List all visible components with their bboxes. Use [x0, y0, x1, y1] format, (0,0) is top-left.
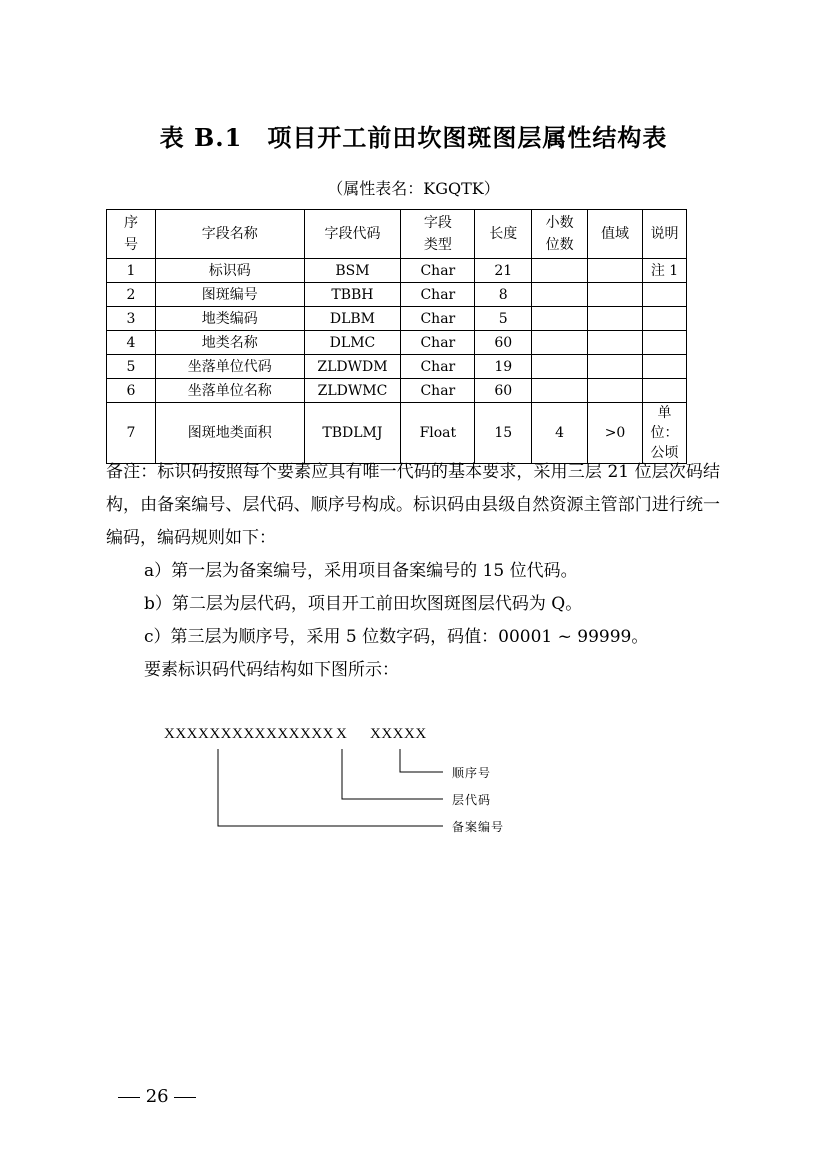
cell-name: 坐落单位名称 — [155, 379, 304, 403]
dash-right — [174, 1097, 196, 1098]
table-row — [107, 379, 687, 403]
table-row — [107, 331, 687, 355]
layer-connector — [342, 749, 443, 799]
cell-decimals — [532, 331, 588, 355]
cell-decimals — [532, 259, 588, 283]
table-row — [107, 259, 687, 283]
cell-no: 6 — [107, 379, 156, 403]
note-diagram-intro: 要素标识码代码结构如下图所示： — [144, 660, 399, 680]
note-paragraph: 备注：标识码按照每个要素应具有唯一代码的基本要求，采用三层 21 位层次码结构，由备案编号、层代码、顺序号构成。标识码由县级自然资源主管部门进行统一编码，编码规则如下： — [106, 462, 720, 548]
cell-code: TBDLMJ — [304, 403, 401, 464]
header-no: 序 号 — [107, 210, 156, 259]
cell-code: DLBM — [304, 307, 401, 331]
cell-no: 7 — [107, 403, 156, 464]
cell-type: Char — [401, 355, 475, 379]
diagram-connector-lines — [160, 726, 580, 846]
cell-name: 标识码 — [155, 259, 304, 283]
table-subtitle: （属性表名：KGQTK） — [327, 179, 500, 198]
cell-range — [588, 355, 643, 379]
cell-decimals — [532, 283, 588, 307]
header-range: 值域 — [588, 210, 643, 259]
table-row — [107, 355, 687, 379]
cell-length: 60 — [475, 379, 532, 403]
table-row — [107, 403, 687, 464]
cell-no: 3 — [107, 307, 156, 331]
cell-remark — [642, 331, 686, 355]
cell-length: 19 — [475, 355, 532, 379]
table-header-row — [107, 210, 687, 259]
cell-decimals — [532, 355, 588, 379]
cell-length: 60 — [475, 331, 532, 355]
dash-left — [118, 1097, 140, 1098]
cell-remark — [642, 355, 686, 379]
note-item-a: a）第一层为备案编号，采用项目备案编号的 15 位代码。 — [144, 561, 578, 581]
note-item-b: b）第二层为层代码，项目开工前田坎图斑图层代码为 Q。 — [144, 594, 583, 614]
cell-name: 图斑编号 — [155, 283, 304, 307]
code-part-layer: X — [336, 726, 348, 742]
cell-name: 地类名称 — [155, 331, 304, 355]
cell-name: 图斑地类面积 — [155, 403, 304, 464]
code-part-filing: XXXXXXXXXXXXXXX — [164, 726, 334, 742]
cell-no: 4 — [107, 331, 156, 355]
cell-decimals — [532, 307, 588, 331]
cell-type: Char — [401, 283, 475, 307]
cell-decimals: 4 — [532, 403, 588, 464]
note-item-c: c）第三层为顺序号，采用 5 位数字码，码值：00001 ~ 99999。 — [144, 627, 649, 647]
cell-code: ZLDWDM — [304, 355, 401, 379]
cell-name: 地类编码 — [155, 307, 304, 331]
cell-no: 5 — [107, 355, 156, 379]
label-layer: 层代码 — [452, 793, 492, 807]
cell-name: 坐落单位代码 — [155, 355, 304, 379]
label-filing: 备案编号 — [452, 820, 505, 834]
cell-type: Char — [401, 331, 475, 355]
attribute-table — [106, 209, 687, 464]
seq-connector — [400, 749, 443, 772]
cell-range — [588, 307, 643, 331]
cell-code: ZLDWMC — [304, 379, 401, 403]
cell-no: 1 — [107, 259, 156, 283]
table-row — [107, 283, 687, 307]
header-field-type: 字段 类型 — [401, 210, 475, 259]
cell-decimals — [532, 379, 588, 403]
cell-remark — [642, 379, 686, 403]
cell-length: 5 — [475, 307, 532, 331]
cell-remark: 注 1 — [642, 259, 686, 283]
cell-code: BSM — [304, 259, 401, 283]
code-part-seq: XXXXX — [370, 726, 427, 742]
cell-length: 8 — [475, 283, 532, 307]
filing-connector — [218, 749, 443, 826]
header-field-name: 字段名称 — [155, 210, 304, 259]
header-length: 长度 — [475, 210, 532, 259]
cell-range — [588, 259, 643, 283]
note-section — [106, 456, 720, 687]
cell-length: 15 — [475, 403, 532, 464]
cell-code: TBBH — [304, 283, 401, 307]
cell-type: Float — [401, 403, 475, 464]
cell-type: Char — [401, 307, 475, 331]
cell-code: DLMC — [304, 331, 401, 355]
header-decimals: 小数 位数 — [532, 210, 588, 259]
cell-no: 2 — [107, 283, 156, 307]
cell-remark — [642, 307, 686, 331]
cell-type: Char — [401, 259, 475, 283]
header-remark: 说明 — [642, 210, 686, 259]
cell-range: >0 — [588, 403, 643, 464]
page-number — [118, 1086, 196, 1107]
page-number-text: 26 — [145, 1086, 169, 1107]
table-row — [107, 307, 687, 331]
cell-range — [588, 331, 643, 355]
cell-type: Char — [401, 379, 475, 403]
header-field-code: 字段代码 — [304, 210, 401, 259]
cell-length: 21 — [475, 259, 532, 283]
code-structure-diagram — [160, 726, 580, 846]
cell-remark — [642, 283, 686, 307]
cell-remark: 单位： 公顷 — [642, 403, 686, 464]
table-title: 表 B.1 项目开工前田坎图斑图层属性结构表 — [159, 123, 668, 152]
label-seq: 顺序号 — [452, 766, 492, 780]
cell-range — [588, 283, 643, 307]
cell-range — [588, 379, 643, 403]
